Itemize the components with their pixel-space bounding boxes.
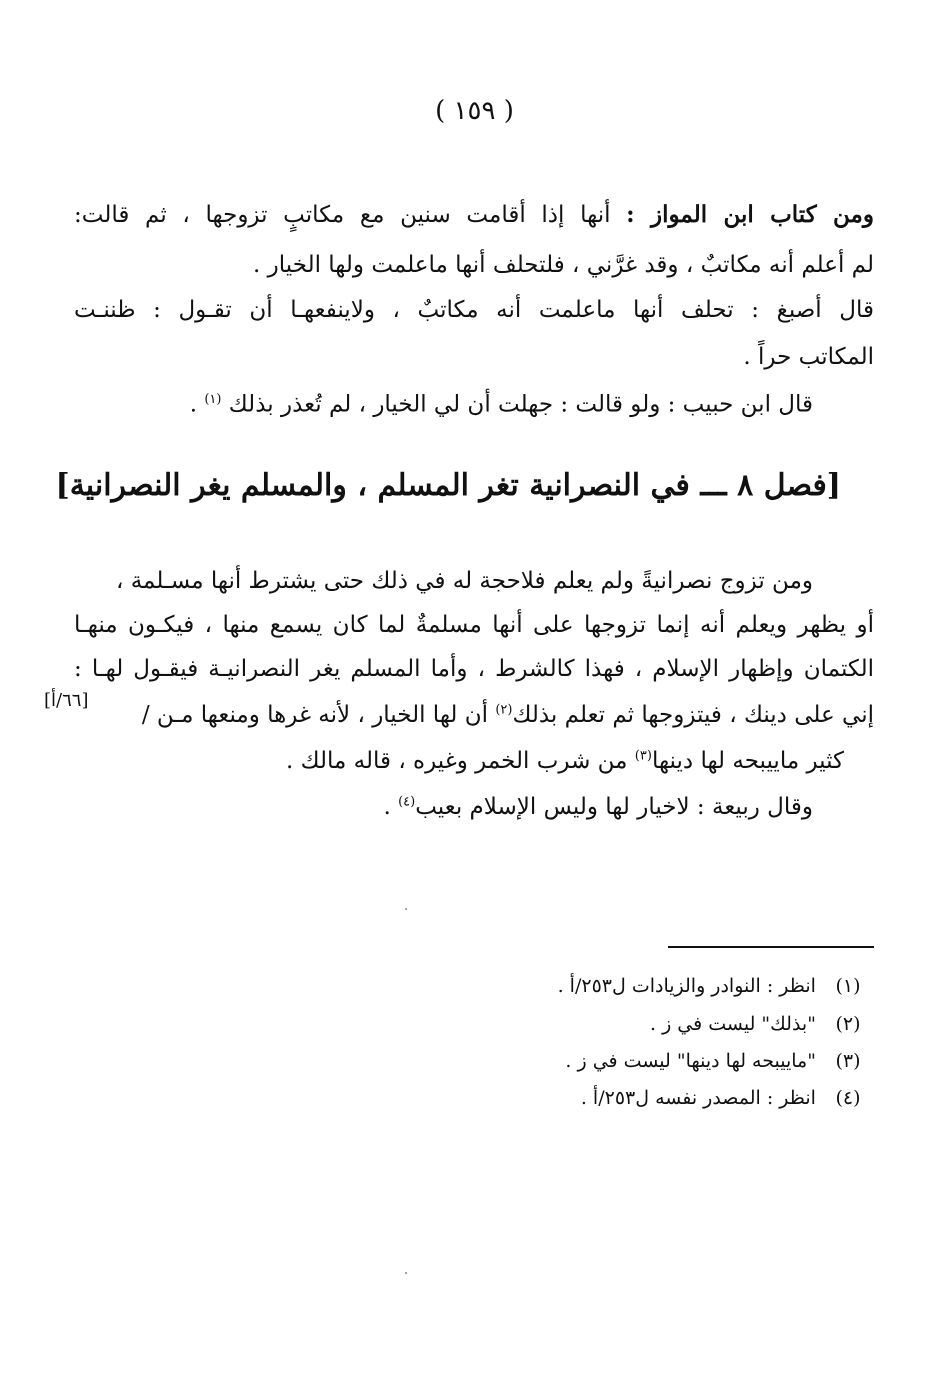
para1-line4: المكاتب حراً . [743, 344, 874, 370]
para2-line4 [134, 700, 874, 730]
folio-margin-note: [٦٦/أ] [44, 690, 89, 711]
footnote-ref-3: (٣) [634, 748, 652, 764]
scan-speck [405, 908, 407, 910]
para2-line4b: أن لها الخيار ، لأنه غرها ومنعها مـن / [141, 702, 489, 728]
footnote-2-number: (٢) [835, 1013, 861, 1035]
footnote-1 [558, 975, 874, 997]
para2-line5b: من شرب الخمر وغيره ، قاله مالك . [286, 748, 628, 774]
footnote-4 [581, 1087, 874, 1109]
scan-speck [405, 1272, 407, 1274]
section-heading: [فصل ٨ ـــ في النصرانية تغر المسلم ، والمسلم يغر النصرانية] [55, 468, 841, 503]
para2-line6b: . [383, 794, 391, 820]
para1-line5-end: . [189, 391, 198, 418]
para1-line5 [190, 385, 813, 420]
para2-line6 [383, 792, 813, 822]
footnote-3-text: "ماييبحه لها دينها" ليست في ز . [565, 1050, 816, 1072]
para2-line3: الكتمان وإظهار الإسلام ، فهذا كالشرط ، وأما المسلم يغر النصرانيـة فيقـول لهـا : [74, 656, 874, 682]
para1-line5-text: قال ابن حبيب : ولو قالت : جهلت أن لي الخيار ، لم تُعذر بذلك [228, 391, 813, 418]
para1-line2: لم أعلم أنه مكاتبٌ ، وقد غرَّني ، فلتحلف أنها ماعلمت ولها الخيار . [253, 252, 874, 278]
para1-line1-text: أنها إذا أقامت سنين مع مكاتبٍ تزوجها ، ثم قالت: [74, 202, 611, 228]
footnote-1-text: انظر : النوادر والزيادات ل٢٥٣/أ . [557, 975, 816, 997]
para1-line1 [74, 200, 874, 230]
footnote-4-number: (٤) [835, 1087, 861, 1109]
page-number: ( ١٥٩ ) [435, 96, 514, 126]
para1-line3: قال أصبغ : تحلف أنها ماعلمت أنه مكاتبٌ ، ولاينفعهـا أن تقـول : ظننـت [74, 297, 874, 323]
para2-line4a: إني على دينك ، فيتزوجها ثم تعلم بذلك [512, 702, 874, 728]
footnote-3 [565, 1050, 874, 1072]
para2-line2: أو يظهر ويعلم أنه إنما تزوجها على أنها مسلمةٌ لما كان يسمع منها ، فيكـون منهـا [74, 612, 874, 638]
footnote-3-number: (٣) [835, 1050, 861, 1072]
footnote-ref-1: (١) [204, 392, 222, 407]
footnote-2-text: "بذلك" ليست في ز . [649, 1013, 816, 1035]
footnote-ref-2: (٢) [495, 702, 513, 718]
footnote-separator [668, 946, 874, 948]
para2-line1: ومن تزوج نصرانيةً ولم يعلم فلاحجة له في ذلك حتى يشترط أنها مسـلمة ، [115, 568, 813, 594]
footnote-4-text: انظر : المصدر نفسه ل٢٥٣/أ . [580, 1087, 816, 1109]
footnote-ref-4: (٤) [398, 794, 416, 810]
para2-line6a: وقال ربيعة : لاخيار لها وليس الإسلام بعيب [415, 794, 813, 820]
footnote-2 [650, 1013, 874, 1035]
para2-line5 [286, 746, 844, 776]
para1-lead: ومن كتاب ابن المواز : [626, 201, 874, 228]
para2-line5a: كثير ماييبحه لها دينها [651, 748, 844, 774]
footnote-1-number: (١) [835, 975, 861, 997]
